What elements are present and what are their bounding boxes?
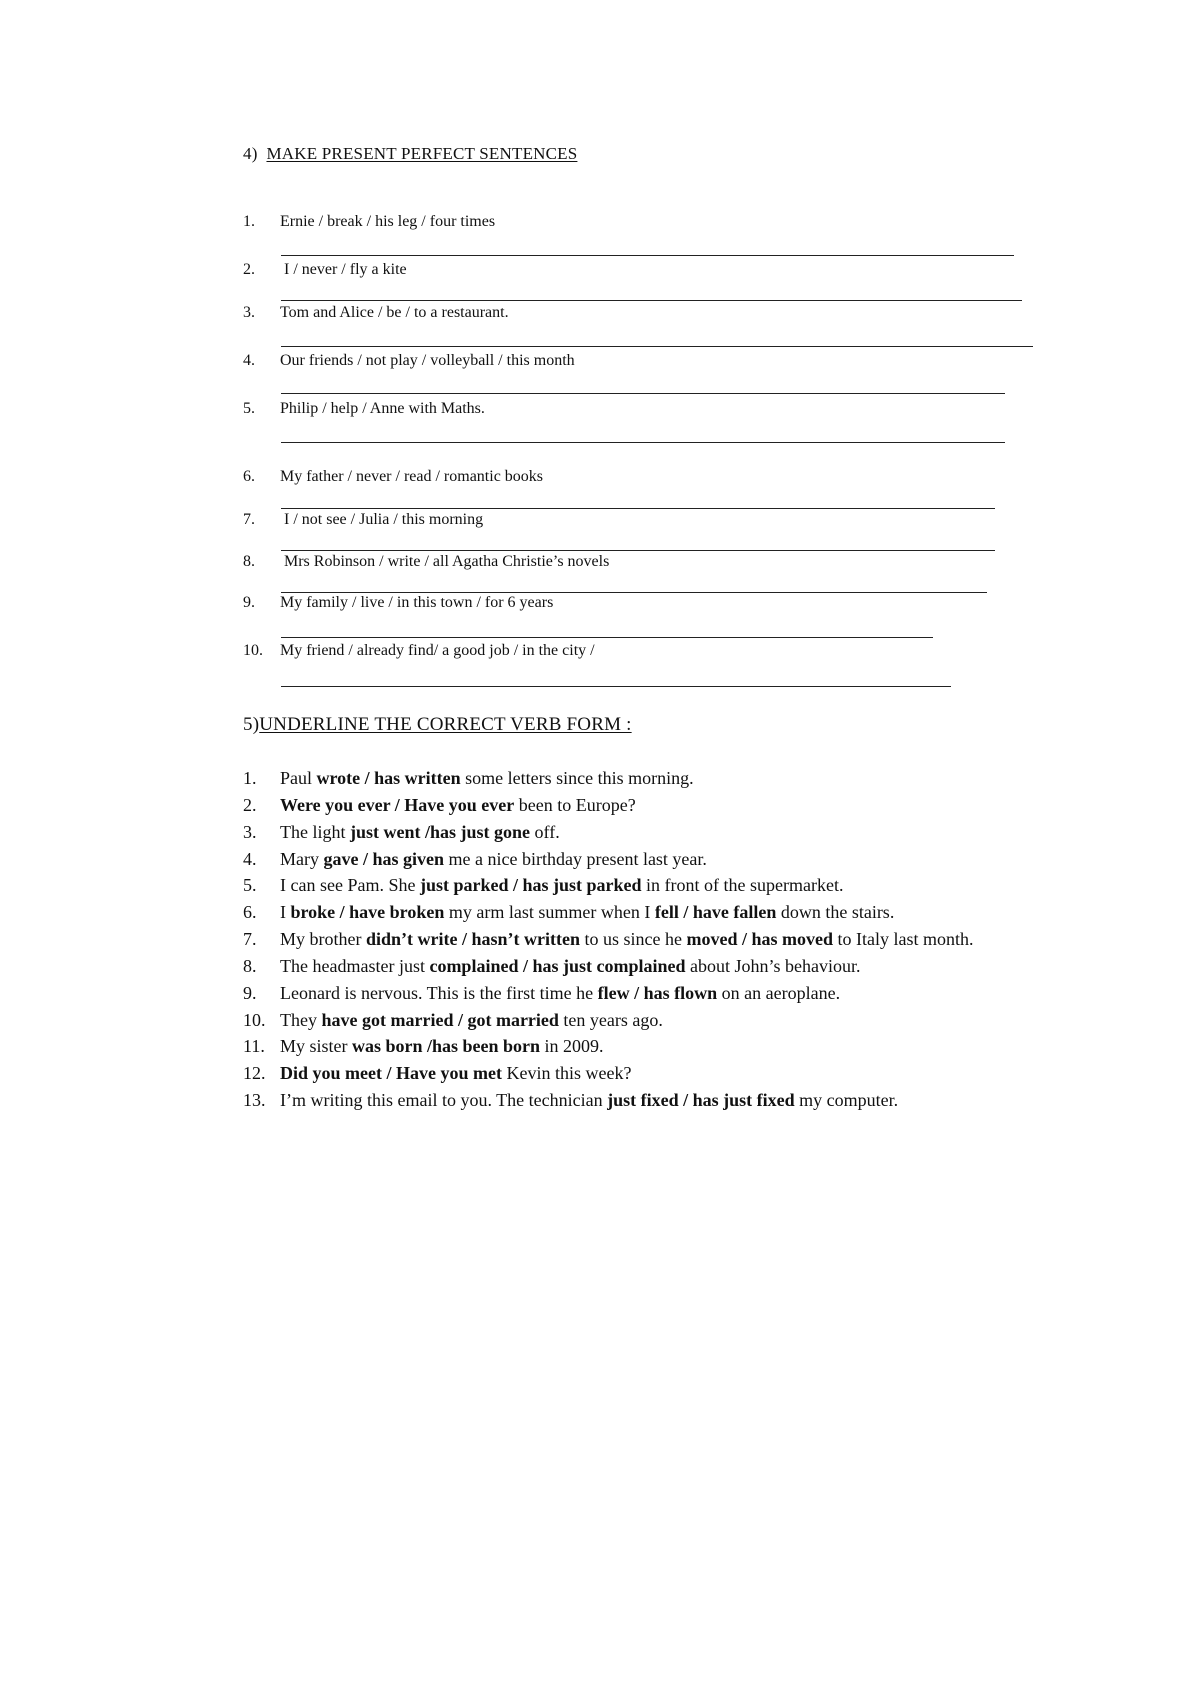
- verb-choice[interactable]: Did you meet / Have you met: [280, 1063, 502, 1084]
- verb-choice[interactable]: just went /has just gone: [350, 821, 531, 842]
- item-number: 3.: [243, 821, 257, 842]
- item-number: 8.: [243, 955, 257, 976]
- item-number: 6.: [243, 902, 257, 923]
- exercise-item: [243, 468, 543, 486]
- exercise-item: [243, 642, 595, 660]
- item-number: 1.: [243, 213, 255, 230]
- item-number: 9.: [243, 594, 255, 611]
- item-text: been to Europe?: [514, 794, 636, 815]
- answer-line[interactable]: [281, 637, 933, 638]
- exercise-item: [243, 848, 973, 875]
- answer-line[interactable]: [281, 686, 951, 687]
- item-text: about John’s behaviour.: [685, 955, 861, 976]
- exercise-item: [243, 304, 509, 322]
- item-number: 3.: [243, 304, 255, 321]
- item-number: 1.: [243, 768, 257, 788]
- item-number: 8.: [243, 553, 255, 570]
- item-text: Mary: [280, 848, 324, 869]
- item-text: on an aeroplane.: [717, 982, 841, 1003]
- exercise-item: [243, 553, 609, 571]
- verb-choice[interactable]: moved / has moved: [686, 929, 833, 950]
- verb-choice[interactable]: flew / has flown: [597, 982, 718, 1003]
- answer-line[interactable]: [281, 508, 995, 509]
- item-prompt: My father / never / read / romantic books: [280, 468, 544, 485]
- item-prompt: Mrs Robinson / write / all Agatha Christie’s novels: [280, 553, 610, 570]
- item-number: 13.: [243, 1090, 266, 1111]
- exercise-item: [243, 1009, 973, 1036]
- answer-line[interactable]: [281, 550, 995, 551]
- exercise-item: [243, 400, 485, 418]
- item-number: 11.: [243, 1036, 265, 1057]
- verb-choice[interactable]: wrote / has written: [316, 768, 461, 788]
- item-number: 6.: [243, 468, 255, 485]
- item-text: The headmaster just: [280, 955, 430, 976]
- exercise-item: [243, 594, 553, 612]
- item-text: Leonard is nervous. This is the first time he: [280, 982, 598, 1003]
- exercise-item: [243, 928, 973, 955]
- item-text: in front of the supermarket.: [641, 875, 844, 896]
- exercise-item: [243, 821, 973, 848]
- verb-choice[interactable]: Were you ever / Have you ever: [280, 794, 515, 815]
- item-text: to us since he: [579, 929, 687, 950]
- exercise-item: [243, 982, 973, 1009]
- item-text: ten years ago.: [558, 1009, 663, 1030]
- section-5-number: 5): [243, 714, 260, 735]
- item-text: some letters since this morning.: [460, 768, 694, 788]
- exercise-item: [243, 1089, 973, 1116]
- item-number: 5.: [243, 875, 257, 896]
- item-text: Paul: [280, 768, 317, 788]
- verb-choice[interactable]: didn’t write / hasn’t written: [365, 929, 580, 950]
- section-4-number: 4): [243, 144, 258, 163]
- item-text: off.: [530, 821, 560, 842]
- answer-line[interactable]: [281, 300, 1022, 301]
- exercise-item: [243, 213, 495, 231]
- item-text: to Italy last month.: [832, 929, 974, 950]
- item-prompt: My family / live / in this town / for 6 years: [280, 594, 554, 611]
- item-prompt: Philip / help / Anne with Maths.: [280, 400, 485, 417]
- item-number: 2.: [243, 261, 255, 278]
- section-5-list: [243, 767, 973, 1116]
- item-text: I’m writing this email to you. The technician: [280, 1090, 608, 1111]
- item-number: 4.: [243, 848, 257, 869]
- item-text: My brother: [280, 929, 366, 950]
- answer-line[interactable]: [281, 255, 1014, 256]
- item-prompt: Ernie / break / his leg / four times: [280, 213, 496, 230]
- item-number: 12.: [243, 1063, 266, 1084]
- verb-choice[interactable]: complained / has just complained: [429, 955, 686, 976]
- exercise-item: [243, 1035, 973, 1062]
- answer-line[interactable]: [281, 592, 987, 593]
- item-text: in 2009.: [540, 1036, 604, 1057]
- item-text: I: [280, 902, 291, 923]
- answer-line[interactable]: [281, 346, 1033, 347]
- item-text: Kevin this week?: [501, 1063, 632, 1084]
- exercise-item: [243, 1062, 973, 1089]
- item-text: me a nice birthday present last year.: [444, 848, 707, 869]
- exercise-item: [243, 794, 973, 821]
- item-prompt: I / not see / Julia / this morning: [280, 511, 484, 528]
- item-text: They: [280, 1009, 322, 1030]
- item-text: my computer.: [794, 1090, 899, 1111]
- item-number: 9.: [243, 982, 257, 1003]
- item-text: My sister: [280, 1036, 352, 1057]
- item-prompt: I / never / fly a kite: [280, 261, 407, 278]
- exercise-item: [243, 767, 973, 794]
- exercise-item: [243, 874, 973, 901]
- item-text: my arm last summer when I: [444, 902, 655, 923]
- item-number: 10.: [243, 1009, 266, 1030]
- item-number: 7.: [243, 511, 255, 528]
- verb-choice[interactable]: have got married / got married: [321, 1009, 559, 1030]
- exercise-item: [243, 901, 973, 928]
- section-4-heading: [243, 144, 577, 164]
- item-prompt: Our friends / not play / volleyball / this month: [280, 352, 575, 369]
- exercise-item: [243, 955, 973, 982]
- exercise-item: [243, 352, 575, 370]
- answer-line[interactable]: [281, 393, 1005, 394]
- verb-choice[interactable]: just parked / has just parked: [419, 875, 642, 896]
- verb-choice[interactable]: fell / have fallen: [654, 902, 777, 923]
- item-number: 10.: [243, 642, 263, 659]
- item-prompt: My friend / already find/ a good job / in the city /: [280, 642, 595, 659]
- item-text: I can see Pam. She: [280, 875, 420, 896]
- item-text: down the stairs.: [776, 902, 895, 923]
- item-number: 7.: [243, 929, 257, 950]
- item-prompt: Tom and Alice / be / to a restaurant.: [280, 304, 509, 321]
- section-5-title: UNDERLINE THE CORRECT VERB FORM :: [259, 714, 632, 735]
- item-text: The light: [280, 821, 350, 842]
- item-number: 5.: [243, 400, 255, 417]
- section-4-title: MAKE PRESENT PERFECT SENTENCES: [266, 144, 578, 163]
- answer-line[interactable]: [281, 442, 1005, 443]
- verb-choice[interactable]: gave / has given: [323, 848, 445, 869]
- verb-choice[interactable]: was born /has been born: [352, 1036, 541, 1057]
- verb-choice[interactable]: just fixed / has just fixed: [607, 1090, 795, 1111]
- verb-choice[interactable]: broke / have broken: [290, 902, 445, 923]
- section-5-heading: [243, 714, 632, 736]
- item-number: 4.: [243, 352, 255, 369]
- exercise-item: [243, 511, 483, 529]
- exercise-item: [243, 261, 407, 279]
- item-number: 2.: [243, 794, 257, 815]
